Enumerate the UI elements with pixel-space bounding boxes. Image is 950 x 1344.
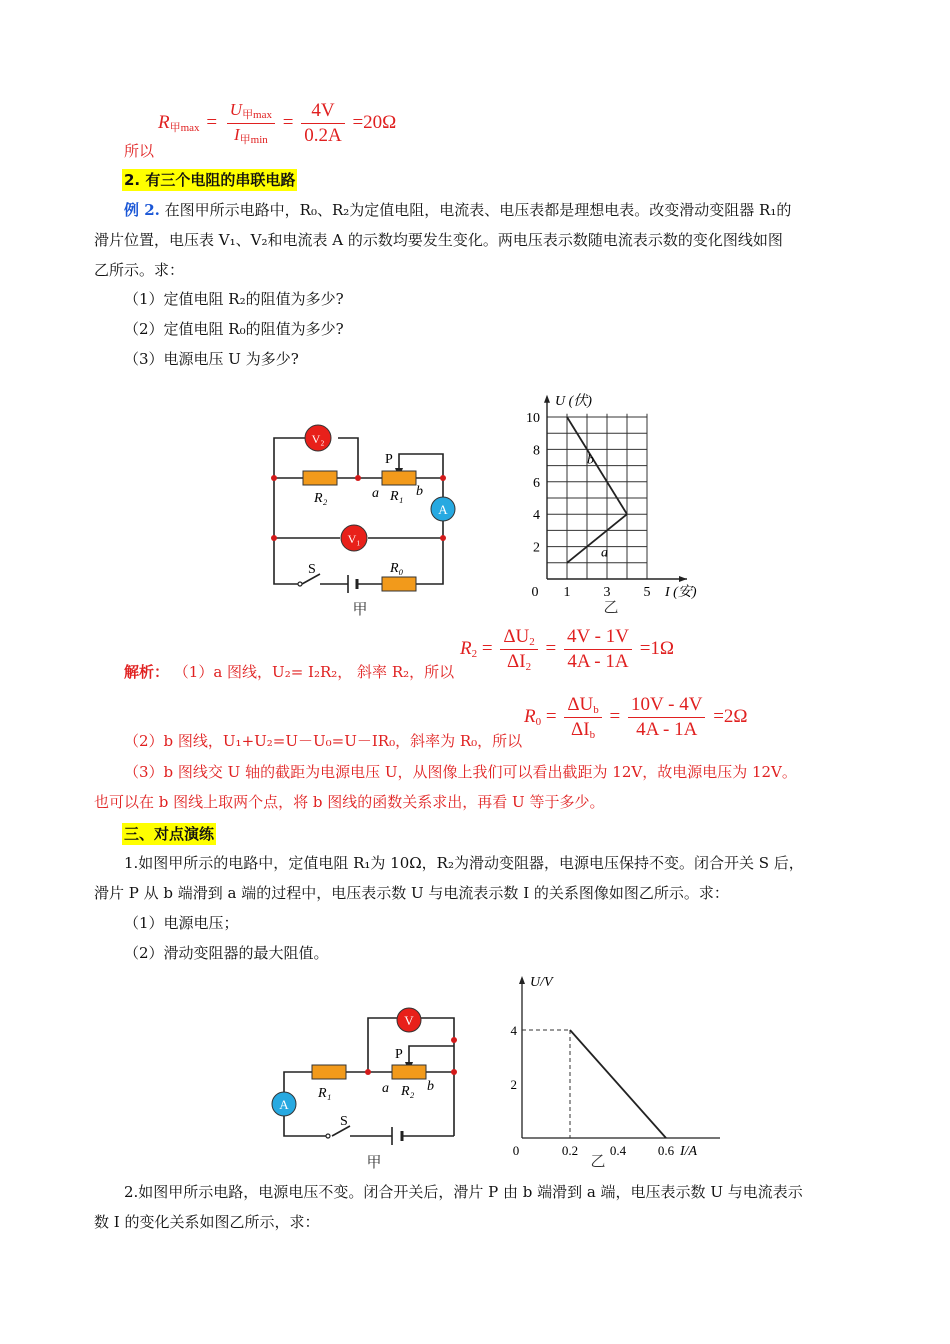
circuit2-r2-label: R₂ bbox=[401, 1084, 415, 1099]
chart-2-caption: 乙 bbox=[590, 1154, 606, 1170]
circuit1-r1-resistor bbox=[382, 471, 416, 485]
x-tick-label: 1 bbox=[563, 585, 571, 600]
circuit2-r1-resistor bbox=[312, 1065, 346, 1079]
circuit1-a-label: a bbox=[372, 486, 379, 501]
y-axis-label: U (伏) bbox=[555, 393, 592, 409]
analysis-formula-r2: $R_2$ = $\frac{\Delta U_2}{\Delta I_2}$ = $\frac{4V - 1V}{4A - 1A}$ =1Ω bbox=[460, 626, 675, 673]
example-2-q3: （3）电源电压 U 为多少? bbox=[124, 350, 299, 368]
circuit1-r2-resistor bbox=[303, 471, 337, 485]
analysis-line3: （3）b 图线交 U 轴的截距为电源电压 U，从图像上我们可以看出截距为 12V，故电源电压为 12V。 bbox=[124, 763, 797, 781]
x-axis-label: I (安) bbox=[665, 585, 697, 600]
x-tick-label: 0.6 bbox=[657, 1143, 675, 1158]
y-tick-label: 6 bbox=[533, 475, 540, 491]
circuit1-r1-label: R₁ bbox=[390, 489, 404, 504]
y-tick-label: 4 bbox=[510, 1023, 517, 1038]
circuit1-r0-label: R₀ bbox=[390, 561, 404, 576]
exercise-1-q1: （1）电源电压； bbox=[124, 914, 239, 932]
analysis-line1: 解析： （1）a 图线，U₂= I₂R₂， 斜率 R₂，所以 bbox=[124, 663, 455, 681]
x-tick-label: 0.4 bbox=[609, 1143, 627, 1158]
circuit1-p-label: P bbox=[385, 452, 393, 467]
chart-1-u-i-graph bbox=[512, 374, 727, 622]
series-label-b: b bbox=[587, 452, 594, 468]
circuit1-ammeter-label: A bbox=[438, 502, 448, 517]
example-2-q1: （1）定值电阻 R₂的阻值为多少? bbox=[124, 290, 344, 308]
exercise-1-line2: 滑片 P 从 b 端滑到 a 端的过程中，电压表示数 U 与电流表示数 I 的关系图像如图乙所示。求： bbox=[94, 884, 729, 902]
top-formula: $R_{甲max}$ = $\frac{U_{甲max}}{I_{甲min}}$ = $\frac{4V}{0.2A}$ =20Ω bbox=[158, 100, 397, 146]
circuit1-switch-label: S bbox=[308, 562, 316, 577]
x-tick-label: 3 bbox=[603, 585, 611, 600]
circuit1-b-label: b bbox=[416, 484, 423, 499]
circuit2-ammeter-label: A bbox=[279, 1097, 289, 1112]
series-line-a bbox=[567, 514, 627, 563]
x-axis-label: I/A bbox=[680, 1144, 698, 1159]
exercise-2-line2: 数 I 的变化关系如图乙所示，求： bbox=[94, 1213, 320, 1231]
x-tick-label: 0 bbox=[512, 1143, 520, 1158]
x-tick-label: 5 bbox=[643, 585, 651, 600]
circuit1-v2-label: V₂ bbox=[311, 432, 325, 446]
x-axis-arrow bbox=[679, 576, 687, 582]
chart-2-u-i-graph bbox=[500, 968, 722, 1174]
y-tick-label: 2 bbox=[510, 1077, 517, 1092]
exercise-1-q2: （2）滑动变阻器的最大阻值。 bbox=[124, 944, 329, 962]
circuit-diagram-2 bbox=[264, 1004, 464, 1174]
top-formula-prefix: 所以 bbox=[124, 142, 155, 160]
y-tick-label: 4 bbox=[533, 508, 540, 524]
example-2-line3: 乙所示。求： bbox=[94, 261, 185, 279]
circuit2-b-label: b bbox=[427, 1079, 434, 1094]
y-axis-arrow bbox=[544, 395, 550, 403]
example-2-q2: （2）定值电阻 R₀的阻值为多少? bbox=[124, 320, 344, 338]
circuit2-a-label: a bbox=[382, 1081, 389, 1096]
exercise-2-line1: 2.如图甲所示电路，电源电压不变。闭合开关后，滑片 P 由 b 端滑到 a 端，电压表示数 U 与电流表示 bbox=[124, 1183, 803, 1201]
x-tick-label: 0.2 bbox=[561, 1143, 579, 1158]
circuit2-switch-label: S bbox=[340, 1114, 348, 1129]
chart-1-caption: 乙 bbox=[603, 600, 619, 616]
circuit1-r0-resistor bbox=[382, 577, 416, 591]
circuit1-r2-label: R₂ bbox=[314, 491, 328, 506]
y-axis-arrow bbox=[519, 976, 525, 984]
x-tick-label: 0 bbox=[531, 585, 539, 600]
series-label-a: a bbox=[601, 545, 608, 561]
analysis-formula-r0: $R_0$ = $\frac{\Delta U_b}{\Delta I_b}$ = $\frac{10V - 4V}{4A - 1A}$ =2Ω bbox=[524, 694, 748, 741]
circuit2-r1-label: R₁ bbox=[318, 1086, 332, 1101]
series-line bbox=[570, 1030, 666, 1138]
section-3-heading: 三、对点演练 bbox=[124, 825, 215, 843]
exercise-1-line1: 1.如图甲所示的电路中，定值电阻 R₁为 10Ω，R₂为滑动变阻器，电源电压保持不变。闭合开关 S 后， bbox=[124, 854, 804, 872]
section-2-heading: 2. 有三个电阻的串联电路 bbox=[124, 171, 296, 189]
example-2-label: 例 2. bbox=[124, 201, 160, 219]
y-tick-label: 10 bbox=[526, 411, 540, 426]
circuit1-caption: 甲 bbox=[352, 602, 368, 618]
analysis-line2: （2）b 图线，U₁+U₂=U－U₀=U－IR₀，斜率为 R₀，所以 bbox=[124, 732, 523, 750]
circuit2-r2-resistor bbox=[392, 1065, 426, 1079]
example-2-line2: 滑片位置，电压表 V₁、V₂和电流表 A 的示数均要发生变化。两电压表示数随电流表示数的变化图线如图 bbox=[94, 231, 783, 249]
y-tick-label: 8 bbox=[533, 443, 540, 459]
circuit2-caption: 甲 bbox=[366, 1155, 382, 1171]
circuit1-v1-label: V₁ bbox=[347, 532, 361, 546]
circuit-diagram-1 bbox=[262, 416, 462, 626]
circuit2-p-label: P bbox=[395, 1047, 403, 1062]
example-2-line1: 例 2. 在图甲所示电路中，R₀、R₂为定值电阻，电流表、电压表都是理想电表。改变滑动变阻器 R₁的 bbox=[124, 201, 792, 219]
analysis-line4: 也可以在 b 图线上取两个点，将 b 图线的函数关系求出，再看 U 等于多少。 bbox=[94, 793, 605, 811]
y-tick-label: 2 bbox=[533, 540, 540, 556]
y-axis-label: U/V bbox=[530, 975, 553, 990]
circuit2-v-label: V bbox=[404, 1013, 414, 1028]
analysis-label: 解析： bbox=[124, 663, 170, 681]
